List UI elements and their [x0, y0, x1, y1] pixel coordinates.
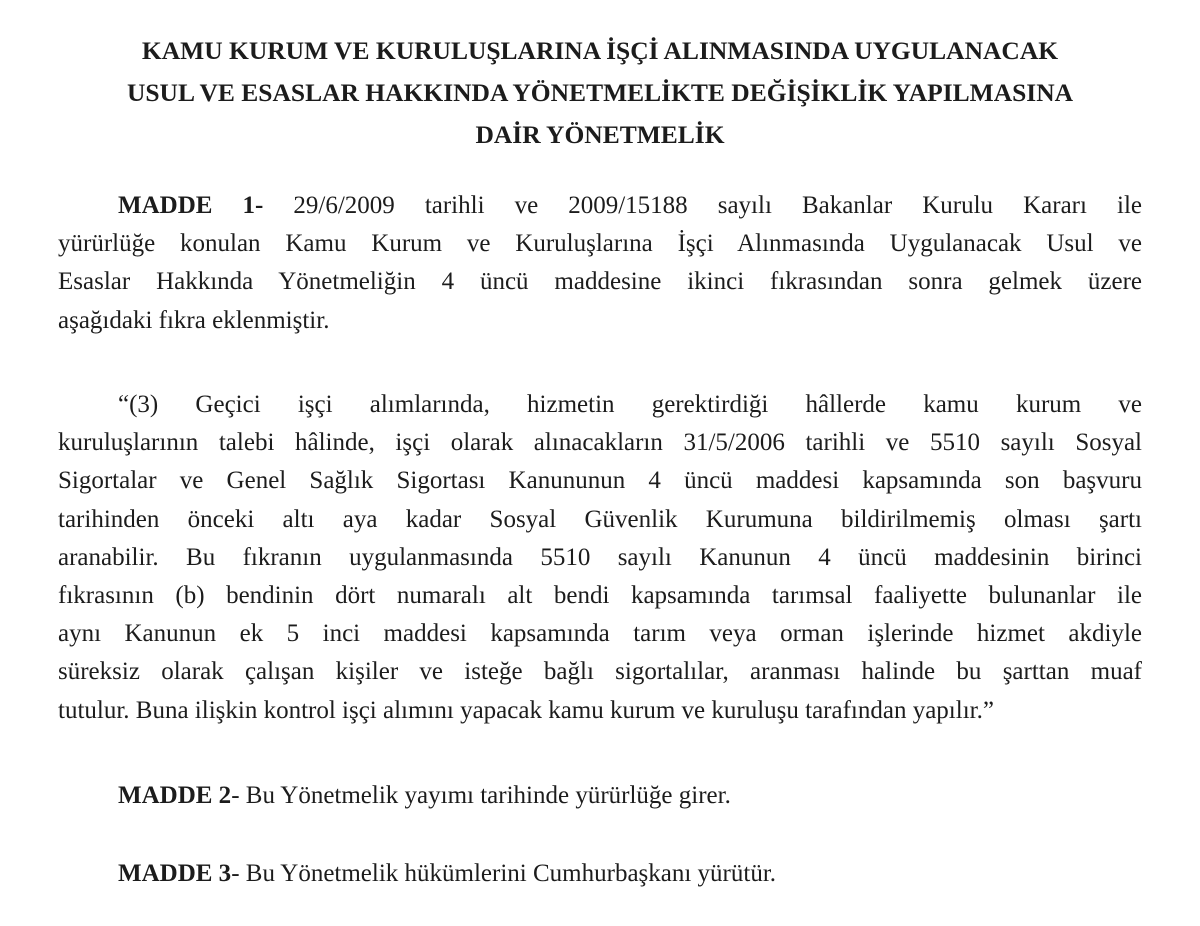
quote-text-line: tutulur. Buna ilişkin kontrol işçi alımını yapacak kamu kurum ve kuruluşu tarafından yapılır.”: [58, 696, 994, 724]
quote-text-line: aranabilir. Bu fıkranın uygulanmasında 5510 sayılı Kanunun 4 üncü maddesinin birinci: [58, 543, 1142, 571]
article-3-paragraph: [118, 855, 776, 893]
article-2-paragraph: [118, 777, 731, 815]
article-3-label: MADDE 3: [118, 860, 232, 887]
document-title: [40, 30, 1160, 156]
article-1-text: 29/6/2009 tarihli ve 2009/15188 sayılı Bakanlar Kurulu Kararı ile: [293, 192, 1142, 219]
quote-text-line: tarihinden önceki altı aya kadar Sosyal Güvenlik Kurumuna bildirilmemiş olması şartı: [58, 505, 1142, 533]
quote-text-line: kuruluşlarının talebi hâlinde, işçi olarak alınacakların 31/5/2006 tarihli ve 5510 sayılı Sosyal: [58, 429, 1142, 457]
article-1-paragraph: [58, 187, 1142, 340]
amendment-quoted-paragraph: [58, 386, 1142, 730]
title-line: KAMU KURUM VE KURULUŞLARINA İŞÇİ ALINMASINDA UYGULANACAK: [141, 36, 1059, 65]
article-1-text-line: aşağıdaki fıkra eklenmiştir.: [58, 306, 330, 334]
article-2-text: - Bu Yönetmelik yayımı tarihinde yürürlüğe girer.: [231, 782, 731, 809]
article-1-label: MADDE 1-: [118, 192, 264, 219]
article-1-text-line: Esaslar Hakkında Yönetmeliğin 4 üncü maddesine ikinci fıkrasından sonra gelmek üzere: [58, 268, 1142, 296]
article-2-label: MADDE 2: [118, 782, 232, 809]
article-3-text: - Bu Yönetmelik hükümlerini Cumhurbaşkanı yürütür.: [231, 860, 777, 887]
quote-text-line: fıkrasının (b) bendinin dört numaralı alt bendi kapsamında tarımsal faaliyette bulunanlar ile: [58, 582, 1142, 610]
article-1-text-line: yürürlüğe konulan Kamu Kurum ve Kuruluşlarına İşçi Alınmasında Uygulanacak Usul ve: [58, 230, 1142, 258]
quote-text-line: süreksiz olarak çalışan kişiler ve isteğe bağlı sigortalılar, aranması halinde bu şarttan muaf: [58, 658, 1142, 686]
title-line: DAİR YÖNETMELİK: [475, 120, 725, 149]
quote-text-line: Sigortalar ve Genel Sağlık Sigortası Kanununun 4 üncü maddesi kapsamında son başvuru: [58, 467, 1142, 495]
quote-text-line: aynı Kanunun ek 5 inci maddesi kapsamında tarım veya orman işlerinde hizmet akdiyle: [58, 620, 1142, 648]
quote-text-line: “(3) Geçici işçi alımlarında, hizmetin gerektirdiği hâllerde kamu kurum ve: [118, 391, 1142, 418]
article-1-first-line: [58, 187, 1142, 225]
title-line: USUL VE ESASLAR HAKKINDA YÖNETMELİKTE DEĞİŞİKLİK YAPILMASINA: [126, 78, 1074, 107]
